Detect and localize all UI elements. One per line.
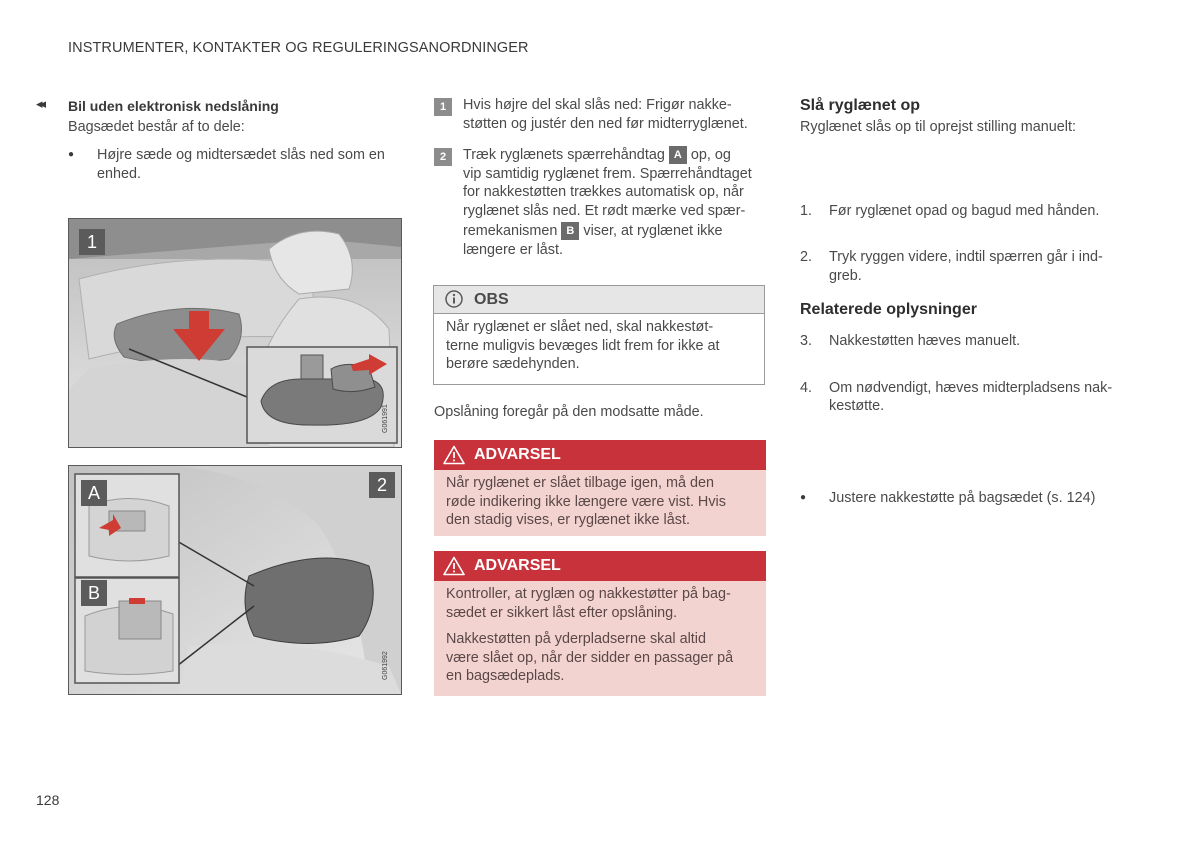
numbered-step: 3. Nakkestøtten hæves manuelt. xyxy=(800,333,1021,349)
warning-triangle-icon xyxy=(443,445,465,465)
warning-title: ADVARSEL xyxy=(474,557,561,574)
figure-seat-fold-2 xyxy=(68,465,402,695)
figure-code: G061992 xyxy=(382,651,389,680)
figure-label: 2 xyxy=(369,472,395,498)
step-number: 1 xyxy=(434,98,452,116)
warning-box xyxy=(434,440,766,536)
label-box-a: A xyxy=(669,146,687,164)
warning-title: ADVARSEL xyxy=(474,446,561,463)
figure-label: 1 xyxy=(79,229,105,255)
obs-body: Når ryglænet er slået ned, skal nakkestøt- terne muligvis bevæges lidt frem for ikke at berøre sædehynden. xyxy=(446,319,720,372)
numbered-step: 2. Tryk ryggen videre, indtil spærren går i ind- greb. xyxy=(800,249,1103,284)
inset-label-b: B xyxy=(81,580,107,606)
seat-illustration-1 xyxy=(69,219,401,447)
step-number: 2 xyxy=(434,148,452,166)
page-number: 128 xyxy=(36,792,60,808)
continuation-arrows-icon: ◂◂ xyxy=(36,96,44,111)
bullet-item: ● Højre sæde og midtersædet slås ned som en enhed. xyxy=(68,146,437,183)
step-item: 1 Hvis højre del skal slås ned: Frigør nakke- støtten og justér den ned før midterryglænet. xyxy=(434,96,774,133)
related-link[interactable]: ● Justere nakkestøtte på bagsædet (s. 124) xyxy=(800,489,1169,508)
numbered-step: 4. Om nødvendigt, hæves midterpladsens nak- kestøtte. xyxy=(800,379,1113,414)
obs-title: OBS xyxy=(474,291,509,308)
section-heading: Slå ryglænet op xyxy=(800,97,921,114)
inset-label-a: A xyxy=(81,480,107,506)
intro-text: Bagsædet består af to dele: xyxy=(68,119,245,135)
warning-triangle-icon xyxy=(443,556,465,576)
figure-code: G061991 xyxy=(382,404,389,433)
warning-box xyxy=(434,551,766,696)
obs-header xyxy=(434,286,764,314)
warning-body: Kontroller, at ryglæn og nakkestøtter på bag- sædet er sikkert låst efter opslåning. Nakkestøtten på yderpladserne skal altid være slået op, når der sidder en passager på en bagsædeplads. xyxy=(434,581,766,696)
label-box-b: B xyxy=(561,222,579,240)
obs-note xyxy=(433,285,765,385)
figure-seat-fold-1 xyxy=(68,218,402,448)
numbered-step: 1. Før ryglænet opad og bagud med hånden. xyxy=(800,202,1100,219)
step-item: 2 Træk ryglænets spærrehåndtag A op, og vip samtidig ryglænet frem. Spærrehåndtaget for nakkestøtten trækkes automatisk op, når ryglænet slås ned. Et rødt mærke ved spær- remekanismen B viser, at ryglænet ikke længere er låst. xyxy=(434,146,779,259)
subheading: Bil uden elektronisk nedslåning xyxy=(68,98,279,114)
paragraph: Opslåning foregår på den modsatte måde. xyxy=(434,404,704,420)
running-header: INSTRUMENTER, KONTAKTER OG REGULERINGSANORDNINGER xyxy=(68,40,529,56)
warning-header xyxy=(434,551,766,581)
seat-illustration-2 xyxy=(69,466,401,694)
info-circle-icon xyxy=(444,289,464,309)
warning-header xyxy=(434,440,766,470)
intro-text: Ryglænet slås op til oprejst stilling manuelt: xyxy=(800,119,1076,135)
related-heading: Relaterede oplysninger xyxy=(800,301,977,318)
warning-body: Når ryglænet er slået tilbage igen, må den røde indikering ikke længere være vist. Hvis den stadig vises, er ryglænet ikke låst. xyxy=(434,470,766,536)
